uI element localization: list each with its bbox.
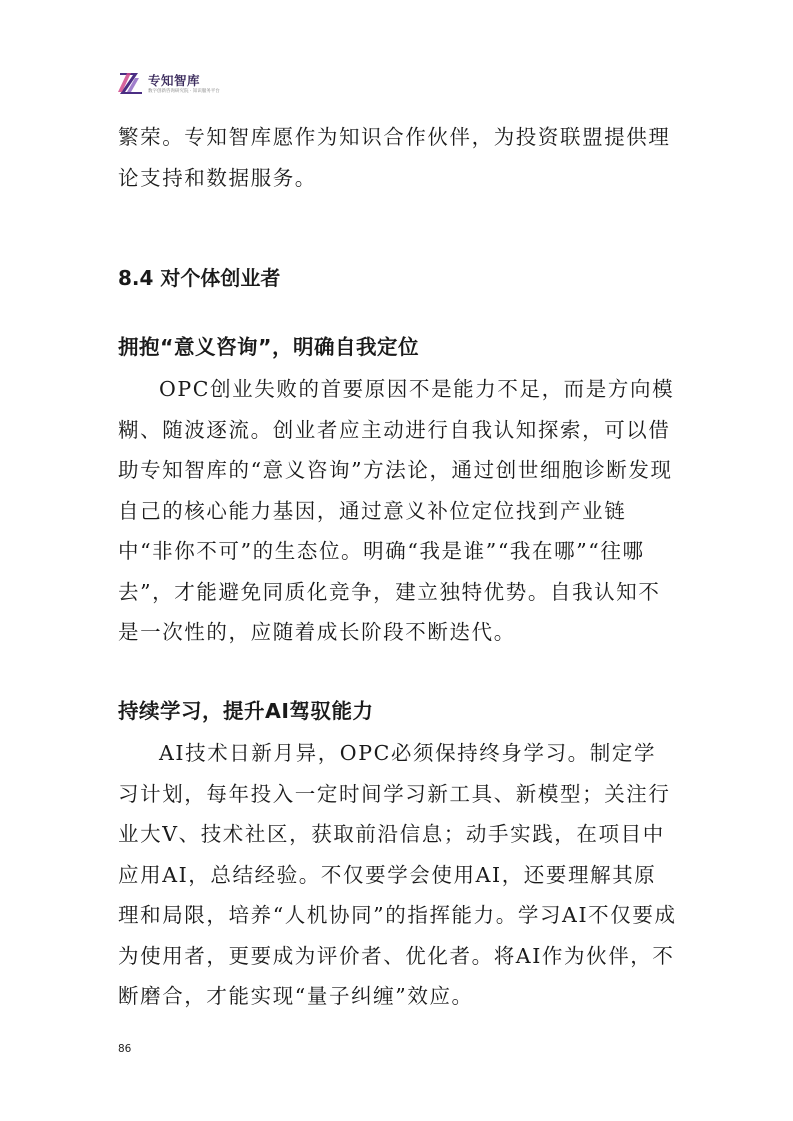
subheading-continuous-learning: 持续学习，提升AI驾驭能力 [118, 699, 374, 723]
paragraph-self-positioning: OPC创业失败的首要原因不是能力不足，而是方向模糊、随波逐流。创业者应主动进行自我认知探索，可以借助专知智库的“意义咨询”方法论，通过创世细胞诊断发现自己的核心能力基因，通过意义补位定位找到产业链中“非你不可”的生态位。明确“我是谁”“我在哪”“往哪去”，才能避免同质化竞争，建立独特优势。自我认知不是一次性的，应随着成长阶段不断迭代。 [118, 377, 675, 644]
paragraph-ai-learning: AI技术日新月异，OPC必须保持终身学习。制定学习计划，每年投入一定时间学习新工具、新模型；关注行业大V、技术社区，获取前沿信息；动手实践，在项目中应用AI，总结经验。不仅要学会使用AI，还要理解其原理和局限，培养“人机协同”的指挥能力。学习AI不仅要成为使用者，更要成为评价者、优化者。将AI作为伙伴，不断磨合，才能实现“量子纠缠”效应。 [118, 741, 677, 1008]
section-heading: 8.4 对个体创业者 [118, 266, 281, 290]
zhuanzhi-logo-icon [118, 70, 144, 96]
subheading-meaning-consulting: 拥抱“意义咨询”，明确自我定位 [118, 335, 419, 359]
brand-name: 专知智库 [148, 73, 201, 88]
brand-subtitle: 数字创新咨询研究院 · 知识服务平台 [148, 89, 220, 94]
paragraph-intro-continuation: 繁荣。专知智库愿作为知识合作伙伴，为投资联盟提供理论支持和数据服务。 [118, 125, 671, 190]
page-number: 86 [118, 1043, 132, 1055]
header-logo [118, 68, 318, 102]
